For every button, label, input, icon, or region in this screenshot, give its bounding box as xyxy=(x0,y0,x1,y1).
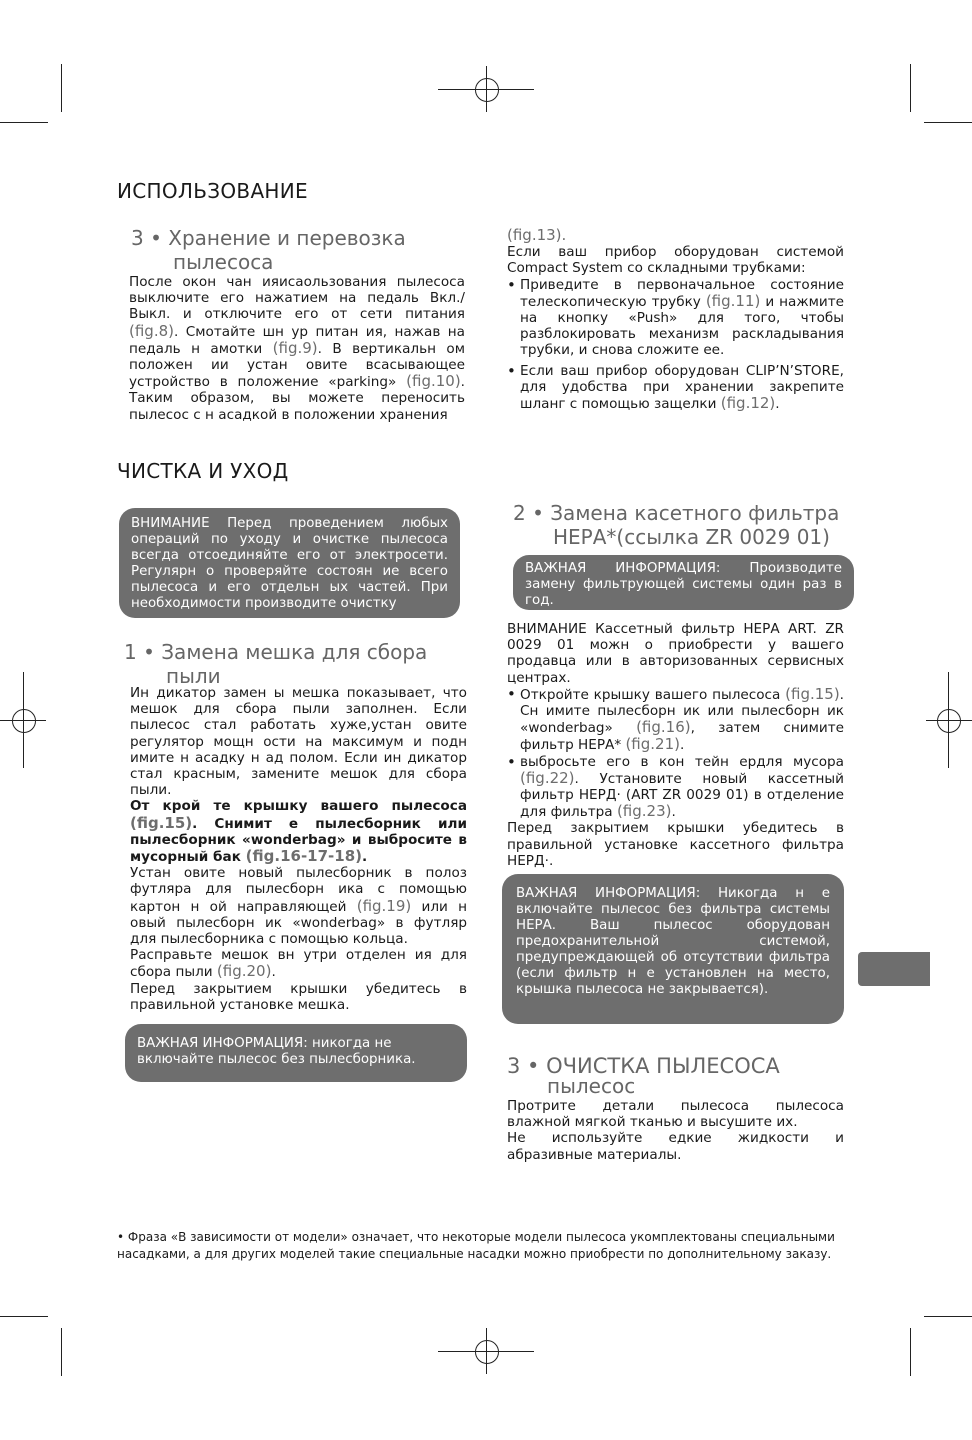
crop-mark xyxy=(61,1328,62,1376)
crop-mark xyxy=(61,64,62,112)
hepa-info-box: ВАЖНАЯ ИНФОРМАЦИЯ: Производите замену фильтрующей системы один раз в год. xyxy=(513,555,854,610)
list-item xyxy=(507,277,844,359)
text: Расправьте мешок вн утри отделен ия для сбора пыли xyxy=(130,947,467,981)
crop-mark xyxy=(924,122,972,123)
fig-ref: (fig.19) xyxy=(356,896,412,915)
text: . xyxy=(775,396,780,413)
fig-ref: (fig.15) xyxy=(130,813,193,832)
text: . Таким образом, вы можете переносить пылесос с н асадкой в положении хранения xyxy=(129,374,465,423)
text: и нажмите на кнопку «Push» для того, чтобы разблокировать механизм раскладывания трубки, и снова сложите ее. xyxy=(520,293,844,359)
heading-line: 2 • Замена касетного фильтра xyxy=(513,501,840,525)
registration-circle xyxy=(475,78,499,102)
hepa-paragraph: Перед закрытием крышки убедитесь в правильной установке кассетного фильтра НЕРД·. xyxy=(507,820,844,869)
hepa-paragraph: ВНИМАНИЕ Кассетный фильтр НЕРА ART. ZR 0029 01 можн о приобрести у вашего продавца или в авторизованных сервисных центрах. xyxy=(507,621,844,686)
page-tab-marker xyxy=(858,952,930,986)
text: . xyxy=(271,964,276,981)
text: Приведите в первоначальное состояние телескопическую трубку xyxy=(520,276,844,310)
crop-mark xyxy=(0,122,48,123)
hepa-heading xyxy=(513,501,839,549)
storage-paragraph-continued xyxy=(507,227,844,412)
crop-mark xyxy=(910,64,911,112)
fig-ref: (fig.15) xyxy=(785,684,840,703)
text: После окон чан ияисаользования пылесоса выключите его нажатием на педаль Вкл./ Выкл. и отключите его от сети питания xyxy=(129,274,465,323)
fig-ref: (fig.10) xyxy=(406,372,461,391)
registration-circle xyxy=(475,1340,499,1364)
storage-paragraph xyxy=(129,274,465,423)
heading-line: 3 • Хранение и перевозка xyxy=(131,226,406,250)
fig-ref: (fig.11) xyxy=(705,291,761,310)
text: выбросьте его в кон тейн ердля мусора xyxy=(520,753,844,770)
fig-ref: (fig.22) xyxy=(520,768,575,787)
heading-line: 1 • Замена мешка для сбора xyxy=(124,640,428,664)
heading-line: 3 • ОЧИСТКА ПЫЛЕСОСА xyxy=(507,1054,780,1078)
text: , затем снимите фильтр НЕРА* xyxy=(520,720,844,754)
cleaning-heading xyxy=(507,1056,780,1096)
fig-ref: (fig.23) xyxy=(616,802,672,821)
fig-ref: (fig.16) xyxy=(636,718,691,737)
fig-ref: (fig.8) xyxy=(129,321,174,340)
fig-ref: (fig.21) xyxy=(625,735,680,754)
fig-ref: (fig.16-17-18) xyxy=(245,847,363,866)
text: Если ваш прибор оборудован CLIP’N’STORE, для удобства при хранении закрепите шланг с помощью защелки xyxy=(520,362,844,413)
heading-line: пылесос xyxy=(547,1074,636,1098)
bag-paragraph xyxy=(130,865,467,947)
hepa-warning-box: ВАЖНАЯ ИНФОРМАЦИЯ: Никогда н е включайте пылесос без фильтра системы НЕРА. Ваш пылесос оборудован предохранительной системой, предупреждающей об отсутствии фильтра (если фильтр н е установлен на место, крышка пылесоса не закрывается). xyxy=(502,874,844,1024)
bag-text xyxy=(130,685,467,1013)
crop-mark xyxy=(0,1316,48,1317)
bag-paragraph xyxy=(130,798,467,865)
text: . Смотайте шн ур питан ия, нажав на педаль н амотки xyxy=(129,323,465,357)
cleaning-paragraph: Не используйте едкие жидкости и абразивные материалы. xyxy=(507,1130,844,1163)
heading-line: пыли xyxy=(166,664,221,688)
fig-ref: (fig.12) xyxy=(720,394,776,413)
text: Устан овите новый пылесборник в полоз футляра для пылесборн ика с помощью картон н ой направляющей xyxy=(130,865,467,915)
bag-paragraph: Ин дикатор замен ы мешка показывает, что мешок для сбора пыли заполнен. Если пылесос стал работать хуже,устан овите регулятор мощн ости на максимум и подн имите н асадку н ад полом. Если ин дикатор стал красным, замените мешок для сбора пыли. xyxy=(130,685,467,799)
text: Откройте крышку вашего пылесоса xyxy=(520,686,786,703)
text: . Снимит е пылесборник или пылесборник «wonderbag» и выбросите в мусорный бак xyxy=(130,815,467,866)
text: . xyxy=(671,804,676,821)
bag-heading xyxy=(124,640,427,688)
bag-paragraph: Перед закрытием крышки убедитесь в правильной установке мешка. xyxy=(130,980,467,1013)
fig-ref: (fig.20) xyxy=(216,962,272,981)
list-item xyxy=(507,754,844,821)
warning-box: ВНИМАНИЕ Перед проведением любых операций по уходу и очистке пылесоса всегда отсоединяйте его от электросети. Регулярн о проверяйте состоян ие всего пылесоса и его отдельн ых частей. При необходимости производите очистку xyxy=(119,508,460,618)
bag-paragraph xyxy=(130,947,467,980)
text: . Сн имите пылесборн ик или пылесборн ик «wonderbag» xyxy=(520,686,844,737)
heading-line: пылесоса xyxy=(173,250,274,274)
section-title-use: ИСПОЛЬЗОВАНИЕ xyxy=(117,179,308,203)
text: . В вертикальн ом положен ии устан овите всасывающее устройство в положение «parking» xyxy=(129,340,465,391)
heading-line: НЕРА*(ссылка ZR 0029 01) xyxy=(553,525,830,549)
fig-ref: (fig.9) xyxy=(272,338,318,357)
fig-ref: (fig.13). xyxy=(507,226,567,244)
text: . xyxy=(679,737,685,754)
footnote: • Фраза «В зависимости от модели» означает, что некоторые модели пылесоса укомплектованы специальными насадками, а для других моделей такие специальные насадки можно приобрести по дополнительному заказу. xyxy=(117,1230,835,1261)
list-item xyxy=(507,363,844,413)
text: или н овый пылесборн ик «wonderbag» в футляр для пылесборника с помощью кольца. xyxy=(130,898,467,948)
storage-heading xyxy=(131,226,406,274)
crop-mark xyxy=(910,1328,911,1376)
crop-mark xyxy=(924,1316,972,1317)
text: . xyxy=(362,849,368,866)
compact-system-text: Если ваш прибор оборудован системой Compact System со складными трубками: xyxy=(507,244,844,277)
registration-circle xyxy=(937,709,961,733)
hepa-text xyxy=(507,621,844,869)
section-title-care: ЧИСТКА И УХОД xyxy=(117,459,289,483)
cleaning-text xyxy=(507,1098,844,1163)
registration-circle xyxy=(12,709,36,733)
text: . Установите новый кассетный фильтр НЕРД· (ART ZR 0029 01) в отделение для фильтра xyxy=(520,770,844,821)
list-item xyxy=(507,686,844,754)
bag-info-box: ВАЖНАЯ ИНФОРМАЦИЯ: никогда не включайте пылесос без пылесборника. xyxy=(125,1024,467,1082)
cleaning-paragraph: Протрите детали пылесоса пылесоса влажной мягкой тканью и высушите их. xyxy=(507,1098,844,1131)
text: От крой те крышку вашего пылесоса xyxy=(130,798,467,815)
